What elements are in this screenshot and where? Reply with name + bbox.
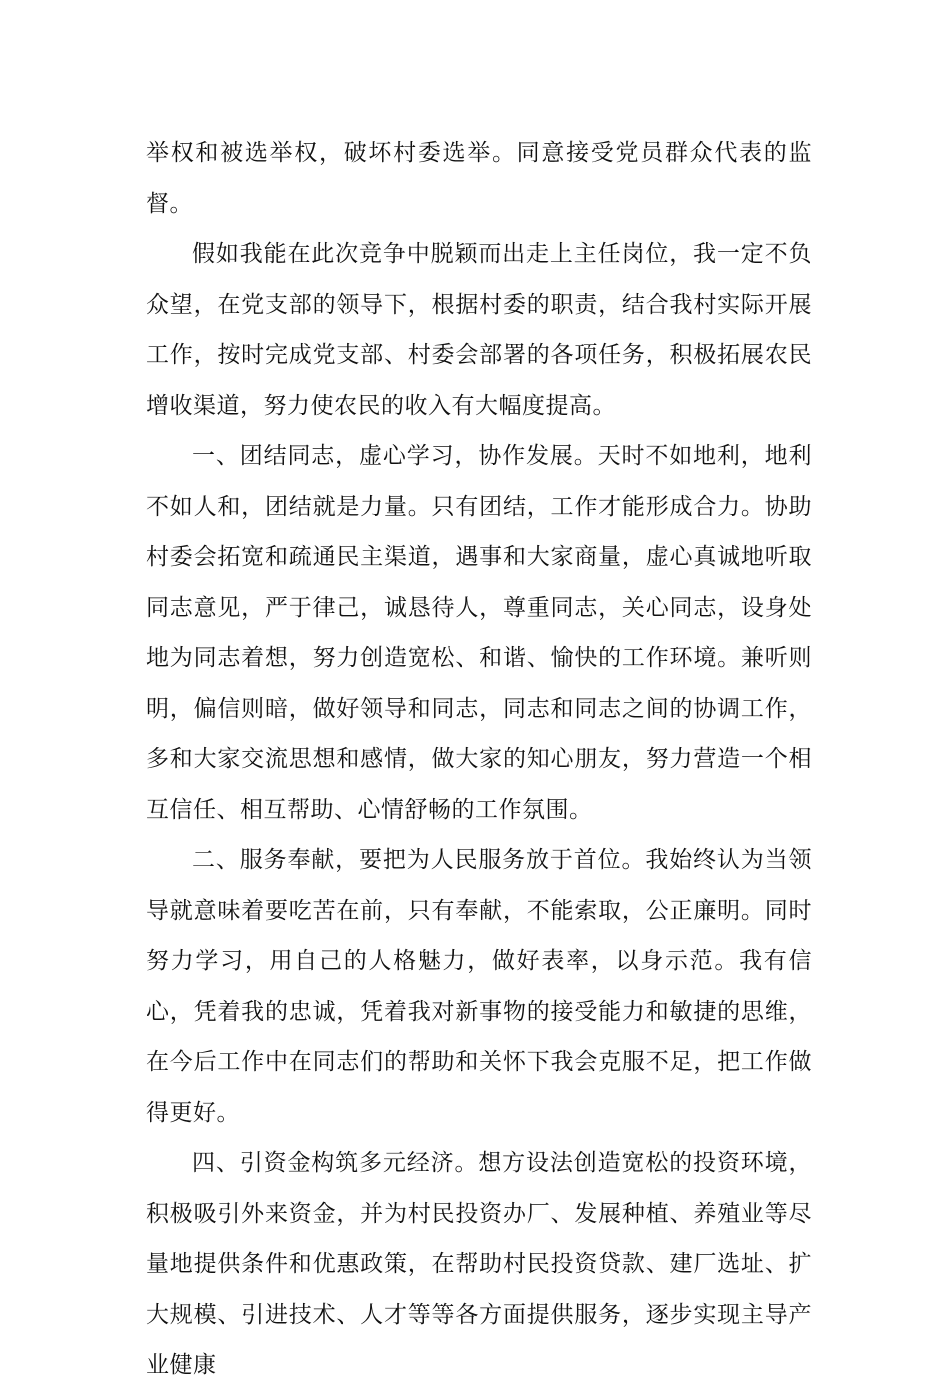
document-body [146,128,812,1391]
paragraph-5: 四、引资金构筑多元经济。想方设法创造宽松的投资环境，积极吸引外来资金，并为村民投资办厂、发展种植、养殖业等尽量地提供条件和优惠政策，在帮助村民投资贷款、建厂选址、扩大规模、引进技术、人才等等各方面提供服务，逐步实现主导产业健康 [146,1150,812,1378]
paragraph-3: 一、团结同志，虚心学习，协作发展。天时不如地利，地利不如人和，团结就是力量。只有团结，工作才能形成合力。协助村委会拓宽和疏通民主渠道，遇事和大家商量，虚心真诚地听取同志意见，严于律己，诚恳待人，尊重同志，关心同志，设身处地为同志着想，努力创造宽松、和谐、愉快的工作环境。兼听则明，偏信则暗，做好领导和同志，同志和同志之间的协调工作，多和大家交流思想和感情，做大家的知心朋友，努力营造一个相互信任、相互帮助、心情舒畅的工作氛围。 [146,443,812,823]
paragraph-2: 假如我能在此次竞争中脱颖而出走上主任岗位，我一定不负众望，在党支部的领导下，根据村委的职责，结合我村实际开展工作，按时完成党支部、村委会部署的各项任务，积极拓展农民增收渠道，努力使农民的收入有大幅度提高。 [146,241,812,419]
paragraph-4: 二、服务奉献，要把为人民服务放于首位。我始终认为当领导就意味着要吃苦在前，只有奉献，不能索取，公正廉明。同时努力学习，用自己的人格魅力，做好表率，以身示范。我有信心，凭着我的忠诚，凭着我对新事物的接受能力和敏捷的思维，在今后工作中在同志们的帮助和关怀下我会克服不足，把工作做得更好。 [146,847,812,1126]
paragraph-1: 举权和被选举权，破坏村委选举。同意接受党员群众代表的监督。 [146,140,812,217]
